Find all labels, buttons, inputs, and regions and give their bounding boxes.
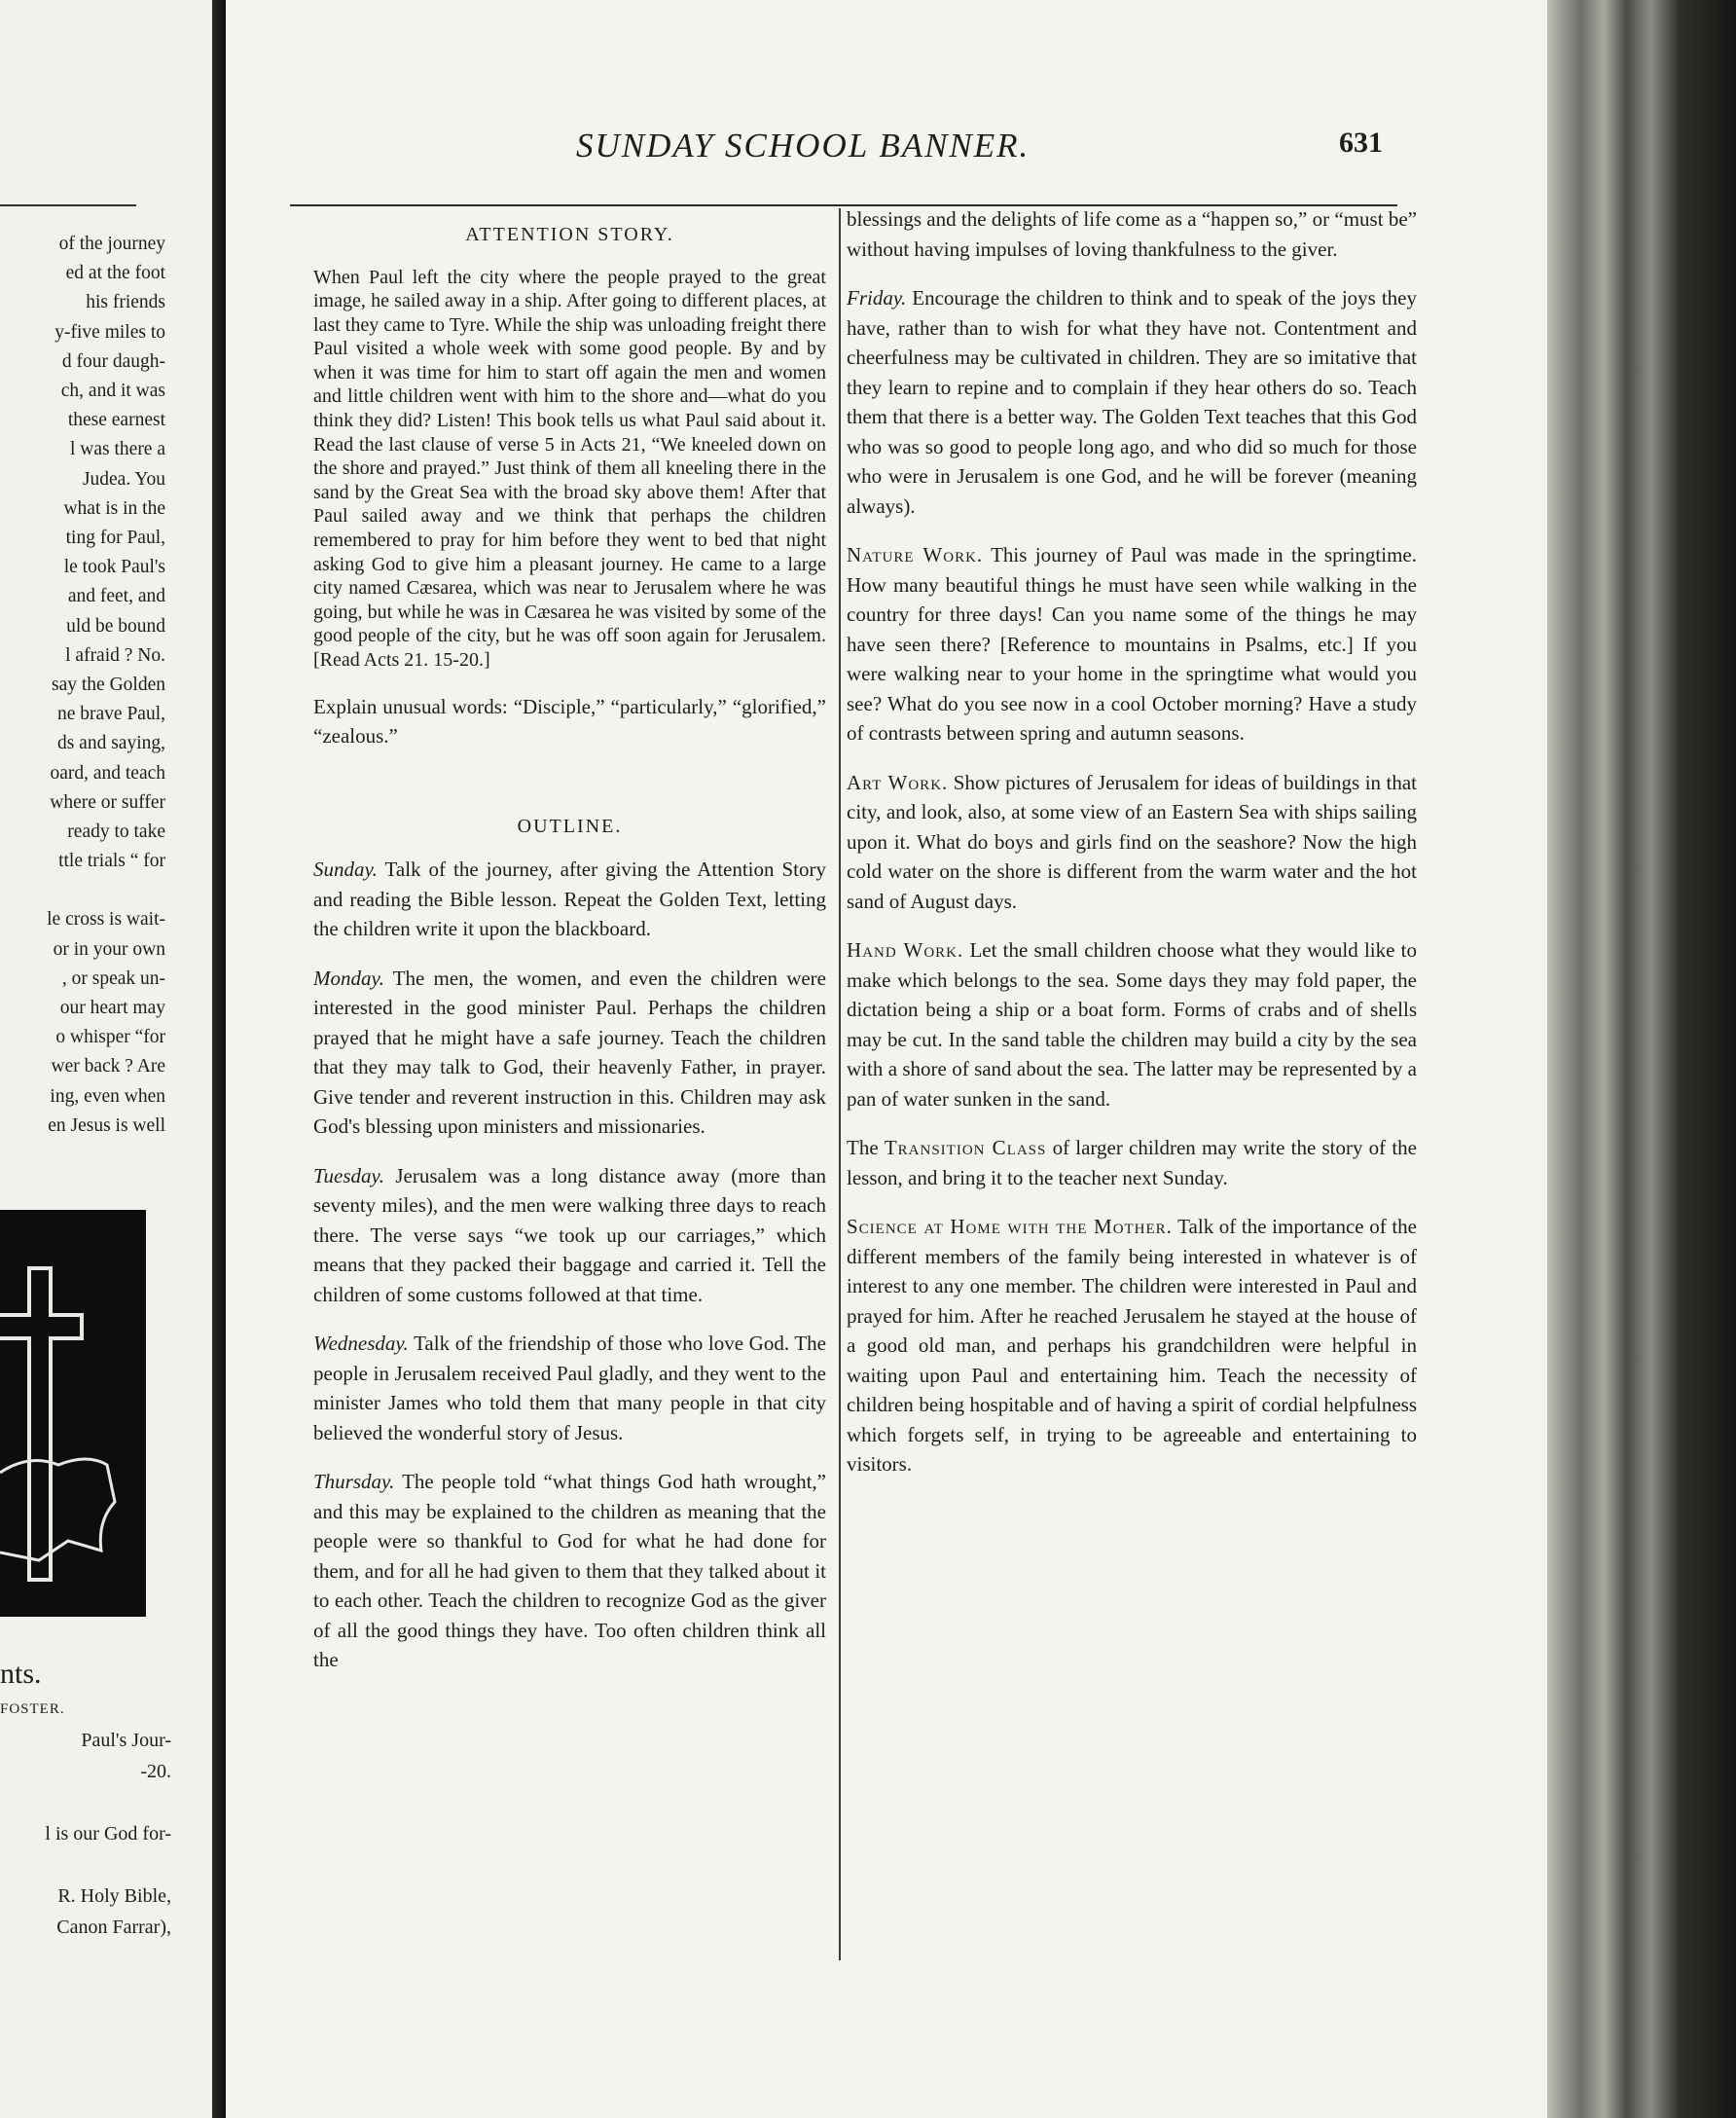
left-page-line: le took Paul's — [63, 557, 165, 578]
left-page-line: y-five miles to — [54, 321, 165, 343]
section-label: Science at Home with the Mother. — [847, 1215, 1173, 1238]
left-page-line: ne brave Paul, — [56, 704, 165, 725]
left-page-line: and feet, and — [67, 586, 165, 607]
day-label: Sunday. — [313, 858, 378, 882]
right-column — [847, 204, 1417, 1479]
left-page-text-upper — [0, 230, 165, 1141]
left-page-line — [0, 1849, 171, 1881]
day-text: Talk of the friendship of those who love God. The people in Jerusalem received Paul gladly, and they went to the minister James who told them that many people in that city believed the wonderful story of Jesus. — [313, 1332, 826, 1444]
left-page-line: R. Holy Bible, — [57, 1885, 171, 1907]
section-label: Transition Class — [884, 1136, 1047, 1159]
right-page — [226, 0, 1547, 2118]
left-page-line: his friends — [86, 292, 165, 313]
section-label: Nature Work. — [847, 543, 984, 566]
transition-class — [847, 1133, 1417, 1192]
left-page-line: l afraid ? No. — [65, 644, 165, 666]
day-label: Wednesday. — [313, 1332, 409, 1356]
running-header — [226, 127, 1547, 169]
page-number: 631 — [1339, 127, 1383, 159]
section-prefix: The — [847, 1136, 879, 1159]
left-page-line: ed at the foot — [65, 263, 165, 284]
book-page-edges — [1547, 0, 1736, 2118]
left-page-line: ting for Paul, — [65, 528, 165, 549]
left-page — [0, 0, 212, 2118]
science-at-home — [847, 1212, 1417, 1479]
left-page-line: ready to take — [67, 822, 165, 843]
left-page-rule — [0, 204, 136, 206]
left-page-line: say the Golden — [52, 675, 165, 696]
cross-illustration — [0, 1210, 146, 1617]
left-page-line: our heart may — [59, 998, 165, 1019]
continued-text: blessings and the delights of life come as a “happen so,” or “must be” without having impulses of loving thankfulness to the giver. — [847, 207, 1417, 261]
left-page-text-lower — [0, 1655, 171, 1943]
left-heading-fragment: nts. — [0, 1658, 42, 1690]
section-text: Let the small children choose what they would like to make which belongs to the sea. Some days they may fold paper, the dictation being a ship or a boat form. Forms of crabs and of shells may be cut. In the sand table the children may build a city by the sea with a shore of sand about the sea. The latter may be represented by a pan of water sunken in the sand. — [847, 938, 1417, 1111]
art-work — [847, 768, 1417, 917]
left-page-line: what is in the — [63, 497, 165, 519]
section-label: Hand Work. — [847, 938, 964, 962]
day-text: Encourage the children to think and to speak of the joys they have, rather than to wish for what they have not. Contentment and cheerfulness may be cultivated in children. They are so imitative that they learn to repine and to complain if they hear others do so. Teach them that there is a better way. The Golden Text teaches that this God who was so good to people long ago, and who did so much for those who were in Jerusalem is one God, and he will be forever (meaning always). — [847, 286, 1418, 518]
section-label: Art Work. — [847, 770, 949, 794]
outline-heading: OUTLINE. — [517, 815, 623, 837]
day-label: Friday. — [847, 286, 907, 310]
hand-work — [847, 935, 1417, 1114]
left-page-line: ttle trials “ for — [58, 851, 165, 872]
left-page-line: d four daugh- — [61, 350, 165, 372]
day-label: Thursday. — [313, 1470, 395, 1494]
section-text: of larger children may write the story of the lesson, and bring it to the teacher next Sunday. — [847, 1136, 1417, 1189]
day-text: Jerusalem was a long distance away (more than seventy miles), and the men were walking three days to reach there. The verse says “we took up our carriages,” which means that they packed their baggage and carried it. Tell the children of some customs followed at that time. — [313, 1163, 826, 1306]
outline-monday — [313, 964, 826, 1142]
outline-friday — [847, 283, 1417, 521]
attention-story-heading: ATTENTION STORY. — [465, 224, 674, 245]
left-page-line: uld be bound — [66, 615, 165, 637]
left-column — [313, 220, 826, 1675]
left-page-line: en Jesus is well — [48, 1114, 165, 1136]
outline-wednesday — [313, 1329, 826, 1447]
left-author-fragment: FOSTER. — [0, 1701, 65, 1717]
outline-thursday — [313, 1467, 826, 1675]
left-page-line: -20. — [140, 1761, 171, 1782]
column-divider — [839, 208, 841, 1960]
left-page-line: l is our God for- — [45, 1823, 171, 1844]
left-page-line: wer back ? Are — [51, 1056, 165, 1077]
attention-story-text: When Paul left the city where the people prayed to the great image, he sailed away in a ship. After going to different places, at last they came to Tyre. While the ship was unloading freight there Paul visited a whole week with some good people. By and by when it was time for him to start off again the men and women and little children went with him to the shore and—what do you think they did? Listen! This book tells us what Paul said about it. Read the last clause of verse 5 in Acts 21, “We kneeled down on the shore and prayed.” Just think of them all kneeling there in the sand by the Great Sea with the broad sky above them! After that Paul sailed away and we think that perhaps the children remembered to pray for him before they went to bed that night asking God to give him a pleasant journey. He came to a large city named Cæsarea, which was near to Jerusalem where he was going, but while he was in Cæsarea he was visited by some of the good people of the city, but he was off soon again for Jerusalem. [Read Acts 21. 15-20.] — [313, 266, 826, 671]
day-text: The men, the women, and even the children were interested in the good minister Paul. Perhaps the children prayed that he might have a safe journey. Teach the children that they may talk to God, their heavenly Father, in prayer. Give tender and reverent instruction in this. Children may ask God's blessing upon ministers and missionaries. — [313, 966, 826, 1139]
day-label: Tuesday. — [313, 1163, 384, 1187]
nature-work — [847, 540, 1417, 749]
left-page-line: l was there a — [70, 439, 165, 460]
left-page-line: of the journey — [58, 234, 165, 254]
left-page-line: , or speak un- — [61, 968, 165, 989]
day-text: The people told “what things God hath wrought,” and this may be explained to the children as meaning that the people were so thankful to God for what he had done for them, and for all he had given to them that they talked about it to each other. Teach the children to recognize God as the giver of all the good things they have. Too often children think all the — [313, 1470, 826, 1672]
left-page-line: where or suffer — [50, 791, 165, 813]
left-page-line — [0, 1787, 171, 1818]
book-gutter — [212, 0, 226, 2118]
journal-title: SUNDAY SCHOOL BANNER. — [576, 127, 1031, 164]
left-page-line: oard, and teach — [50, 762, 165, 784]
left-page-line: le cross is wait- — [47, 909, 165, 931]
left-page-line: ing, even when — [50, 1085, 165, 1107]
explain-words: Explain unusual words: “Disciple,” “particularly,” “glorified,” “zealous.” — [313, 694, 826, 749]
left-page-line: Canon Farrar), — [56, 1917, 171, 1938]
left-page-line: these earnest — [67, 410, 165, 431]
day-label: Monday. — [313, 966, 384, 990]
section-text: Talk of the importance of the different members of the family being interested in whatever is of interest to any one member. The children were interested in Paul and prayed for him. After he reached Jerusalem he stayed at the house of a good old man, and perhaps his grandchildren were helpful in waiting upon Paul and entertaining him. Teach the necessity of children being hospitable and of having a spirit of cordial helpfulness which forgets self, in trying to be agreeable and entertaining to visitors. — [847, 1215, 1417, 1476]
section-text: Show pictures of Jerusalem for ideas of buildings in that city, and look, also, at some view of an Eastern Sea with ships sailing upon it. What do boys and girls find on the seashore? Now the high cold water on the shore is different from the warm water and the hot sand of August days. — [847, 770, 1417, 913]
left-page-line: Judea. You — [82, 468, 165, 490]
left-page-line: ch, and it was — [60, 381, 165, 402]
left-page-line: or in your own — [53, 938, 165, 960]
left-page-line: o whisper “for — [55, 1027, 165, 1048]
outline-tuesday — [313, 1161, 826, 1310]
cross-icon — [0, 1210, 146, 1617]
day-text: Talk of the journey, after giving the Attention Story and reading the Bible lesson. Repeat the Golden Text, letting the children write it upon the blackboard. — [313, 858, 826, 941]
left-page-line: Paul's Jour- — [81, 1730, 171, 1751]
section-text: This journey of Paul was made in the springtime. How many beautiful things he must have seen while walking in the country for three days! Can you name some of the things he may have seen there? [Reference to mountains in Psalms, etc.] If you were walking near to your home in the springtime what would you see? What do you see now in a cool October morning? Have a study of contrasts between spring and autumn seasons. — [847, 543, 1418, 745]
left-page-line: ds and saying, — [56, 733, 165, 754]
outline-sunday — [313, 855, 826, 944]
